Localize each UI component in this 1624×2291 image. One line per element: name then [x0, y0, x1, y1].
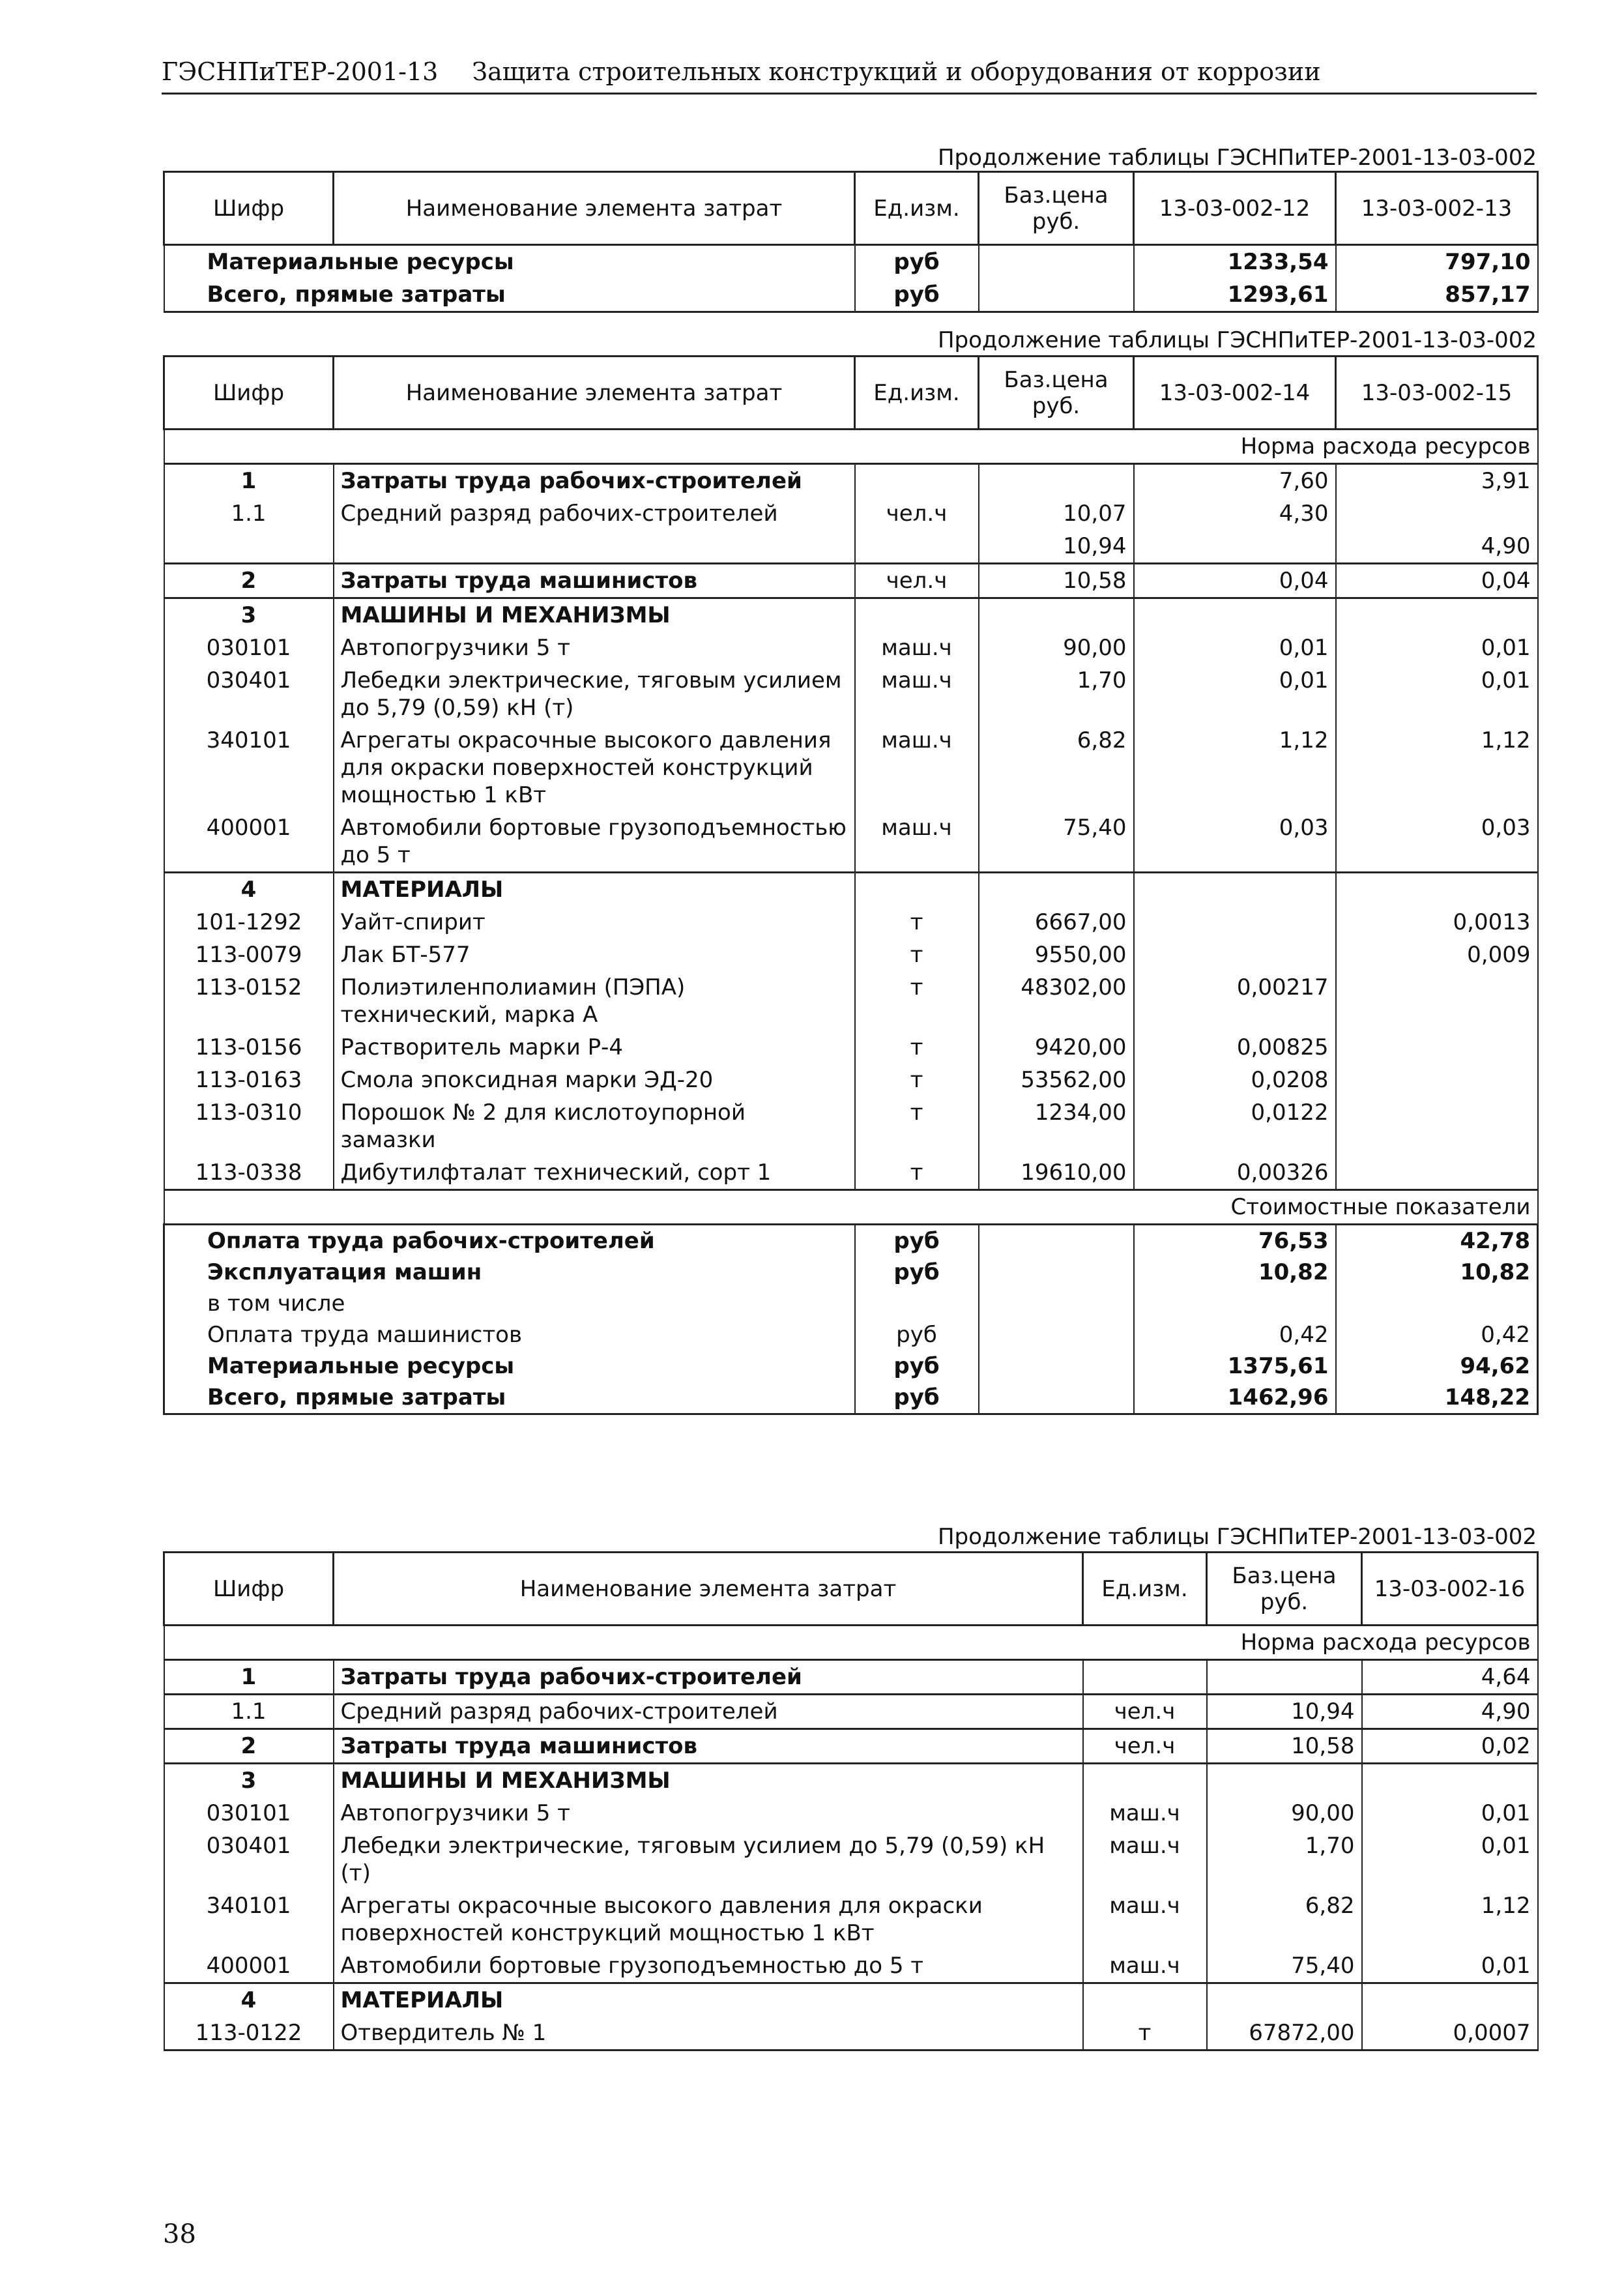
table-3: [163, 1551, 1539, 2051]
table-row: 10,94 4,90: [164, 530, 1538, 564]
total-row: Оплата труда машинистов руб 0,42 0,42: [164, 1319, 1538, 1350]
col-name: Наименование элемента затрат: [334, 357, 855, 430]
table-row: 400001 Автомобили бортовые грузоподъемностью до 5 т маш.ч 75,40 0,01: [164, 1949, 1538, 1983]
col-1: 13-03-002-12: [1134, 172, 1336, 245]
table-row: 3 МАШИНЫ И МЕХАНИЗМЫ: [164, 1764, 1538, 1798]
continuation-label-2: Продолжение таблицы ГЭСНПиТЕР-2001-13-03-002: [937, 327, 1537, 353]
table-row: Всего, прямые затраты руб 1293,61 857,17: [164, 278, 1538, 312]
table-row: Материальные ресурсы руб 1233,54 797,10: [164, 245, 1538, 279]
col-2: 13-03-002-13: [1336, 172, 1538, 245]
col-name: Наименование элемента затрат: [334, 172, 855, 245]
table-row: 3 МАШИНЫ И МЕХАНИЗМЫ: [164, 598, 1538, 632]
table-row: 113-0156 Растворитель марки Р-4 т 9420,00 0,00825: [164, 1031, 1538, 1064]
continuation-label-3: Продолжение таблицы ГЭСНПиТЕР-2001-13-03-002: [937, 1524, 1537, 1550]
page-number: 38: [163, 2219, 196, 2249]
table-row: 4 МАТЕРИАЛЫ: [164, 873, 1538, 907]
table-row: 113-0310 Порошок № 2 для кислотоупорной замазки т 1234,00 0,0122: [164, 1096, 1538, 1156]
table-row: 2 Затраты труда машинистов чел.ч 10,58 0,02: [164, 1729, 1538, 1764]
table-row: 1.1 Средний разряд рабочих-строителей чел.ч 10,07 4,30: [164, 497, 1538, 530]
continuation-label-1: Продолжение таблицы ГЭСНПиТЕР-2001-13-03-002: [937, 145, 1537, 171]
table-row: 030401 Лебедки электрические, тяговым усилием до 5,79 (0,59) кН (т) маш.ч 1,70 0,01 0,01: [164, 664, 1538, 724]
section-cost: Стоимостные показатели: [164, 1190, 1538, 1225]
table-row: 113-0338 Дибутилфталат технический, сорт 1 т 19610,00 0,00326: [164, 1156, 1538, 1190]
total-row: Всего, прямые затраты руб 1462,96 148,22: [164, 1382, 1538, 1414]
table-row: 030101 Автопогрузчики 5 т маш.ч 90,00 0,01: [164, 1797, 1538, 1830]
col-unit: Ед.изм.: [1083, 1553, 1207, 1626]
header-title: Защита строительных конструкций и оборудования от коррозии: [472, 57, 1321, 86]
col-code: Шифр: [164, 1553, 334, 1626]
table-row: 113-0122 Отвердитель № 1 т 67872,00 0,0007: [164, 2017, 1538, 2050]
table-2: [163, 355, 1539, 1415]
total-row: Материальные ресурсы руб 1375,61 94,62: [164, 1350, 1538, 1382]
col-unit: Ед.изм.: [855, 172, 979, 245]
col-code: Шифр: [164, 172, 334, 245]
table-row: 1 Затраты труда рабочих-строителей 4,64: [164, 1660, 1538, 1695]
table-row: 1 Затраты труда рабочих-строителей 7,60 3,91: [164, 464, 1538, 498]
total-row: Оплата труда рабочих-строителей руб 76,53 42,78: [164, 1225, 1538, 1257]
header-code: ГЭСНПиТЕР-2001-13: [162, 57, 439, 86]
col-1: 13-03-002-14: [1134, 357, 1336, 430]
table-row: 400001 Автомобили бортовые грузоподъемностью до 5 т маш.ч 75,40 0,03 0,03: [164, 811, 1538, 873]
total-row: Эксплуатация машин руб 10,82 10,82: [164, 1257, 1538, 1288]
col-price: Баз.цена руб.: [979, 357, 1134, 430]
col-unit: Ед.изм.: [855, 357, 979, 430]
table-row: 101-1292 Уайт-спирит т 6667,00 0,0013: [164, 906, 1538, 939]
col-1: 13-03-002-16: [1362, 1553, 1538, 1626]
table-row: 113-0152 Полиэтиленполиамин (ПЭПА) технический, марка А т 48302,00 0,00217: [164, 971, 1538, 1031]
total-row: в том числе: [164, 1288, 1538, 1319]
col-2: 13-03-002-15: [1336, 357, 1538, 430]
table-row: 030101 Автопогрузчики 5 т маш.ч 90,00 0,01 0,01: [164, 632, 1538, 664]
col-name: Наименование элемента затрат: [334, 1553, 1083, 1626]
table-row: 2 Затраты труда машинистов чел.ч 10,58 0,04 0,04: [164, 564, 1538, 598]
col-price: Баз.цена руб.: [1207, 1553, 1362, 1626]
table-row: 340101 Агрегаты окрасочные высокого давления для окраски поверхностей конструкций мощностью 1 кВт маш.ч 6,82 1,12 1,12: [164, 724, 1538, 811]
col-code: Шифр: [164, 357, 334, 430]
section-norm: Норма расхода ресурсов: [164, 1626, 1538, 1660]
page-header: [162, 57, 1537, 95]
table-row: 113-0079 Лак БТ-577 т 9550,00 0,009: [164, 939, 1538, 971]
col-price: Баз.цена руб.: [979, 172, 1134, 245]
table-row: 340101 Агрегаты окрасочные высокого давления для окраски поверхностей конструкций мощностью 1 кВт маш.ч 6,82 1,12: [164, 1890, 1538, 1949]
table-1: [163, 171, 1539, 313]
table-row: 1.1 Средний разряд рабочих-строителей чел.ч 10,94 4,90: [164, 1695, 1538, 1729]
table-row: 113-0163 Смола эпоксидная марки ЭД-20 т 53562,00 0,0208: [164, 1064, 1538, 1096]
table-row: 030401 Лебедки электрические, тяговым усилием до 5,79 (0,59) кН (т) маш.ч 1,70 0,01: [164, 1830, 1538, 1890]
table-row: 4 МАТЕРИАЛЫ: [164, 1983, 1538, 2017]
section-norm: Норма расхода ресурсов: [164, 430, 1538, 464]
